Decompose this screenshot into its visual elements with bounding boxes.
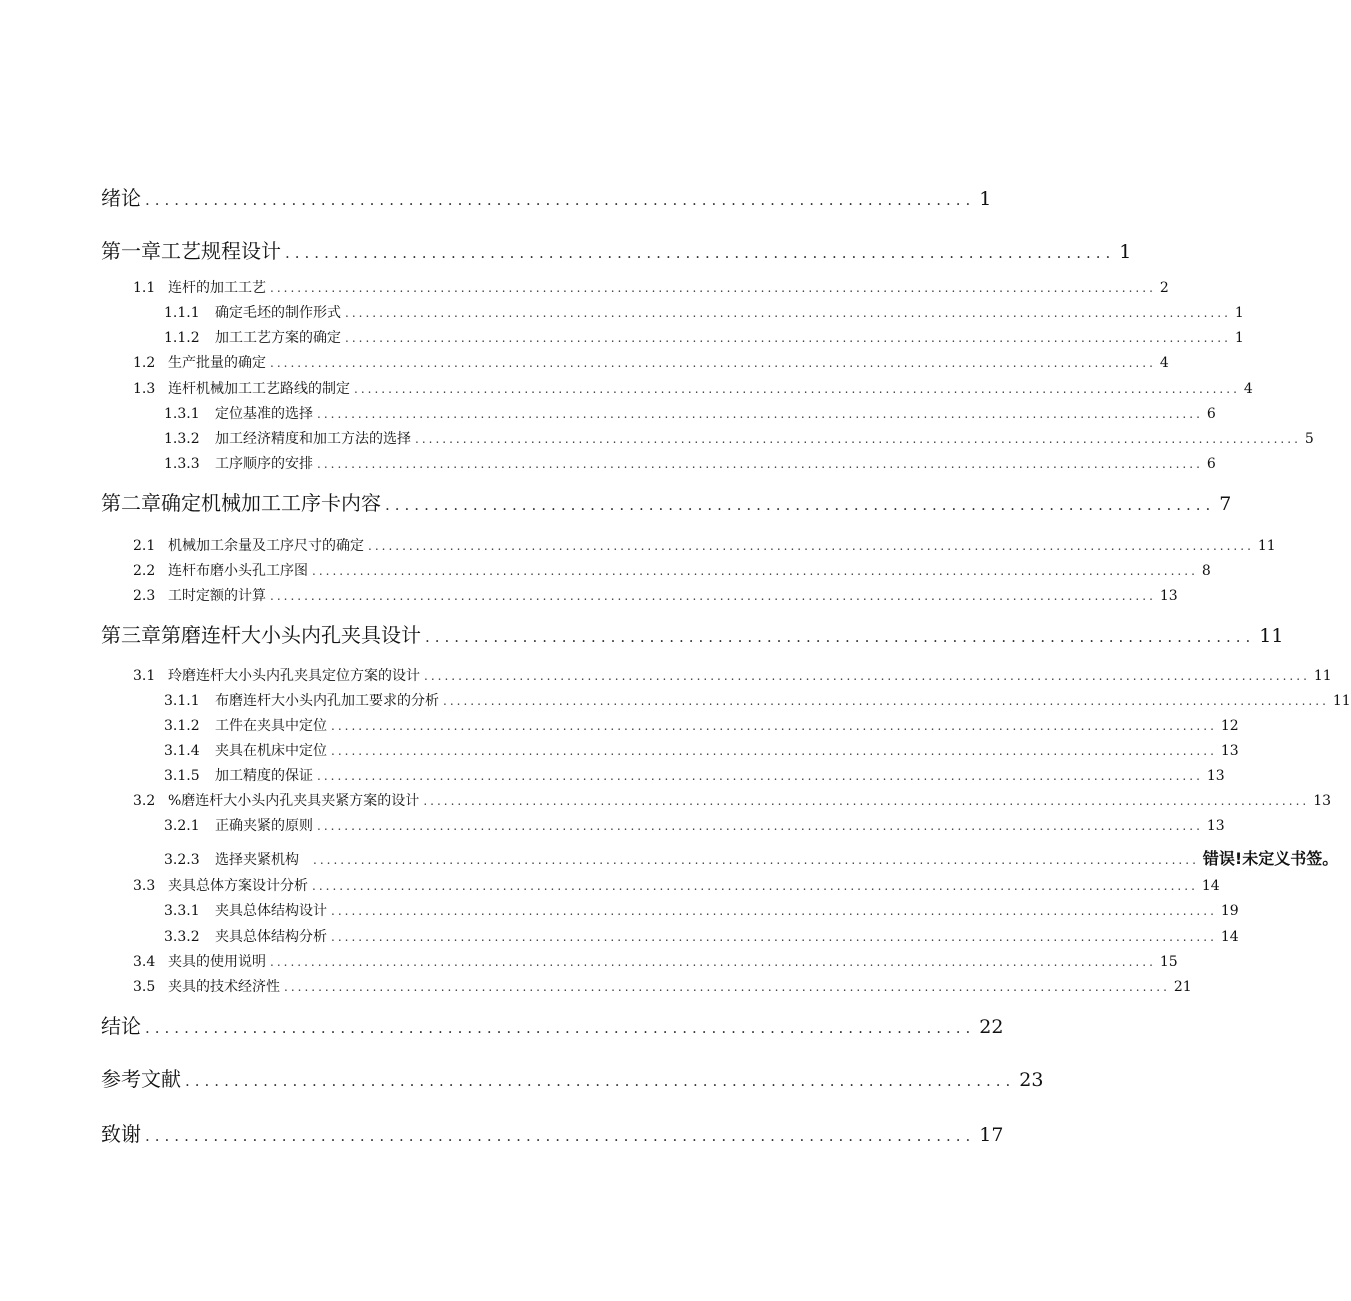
toc-entry-title: 夹具总体方案设计分析 (168, 878, 308, 894)
toc-entry-page: 11 (1332, 693, 1351, 709)
toc-entry-chapter-2[interactable] (0, 487, 1232, 515)
toc-entry-title: 第三章第磨连杆大小头内孔夹具设计 (101, 623, 421, 647)
toc-entry-1-3-3[interactable] (0, 453, 1216, 473)
dot-leader: .................................................................................................................................. (345, 331, 1231, 345)
toc-entry-page: 7 (1219, 493, 1232, 515)
toc-entry-3-2[interactable] (0, 790, 1332, 810)
toc-entry-title: 结论 (101, 1014, 141, 1038)
dot-leader: .................................................................................................................................. (424, 669, 1310, 683)
toc-entry-page: 13 (1313, 793, 1332, 809)
toc-entry-acknowledgements[interactable] (0, 1118, 1004, 1146)
dot-leader: .................................................................................................................................. (312, 879, 1198, 893)
dot-leader: ..................................................................................... (185, 1072, 1016, 1090)
dot-leader: .................................................................................................................................. (423, 794, 1310, 808)
toc-entry-title: 夹具的技术经济性 (168, 979, 280, 995)
toc-entry-number: 1.3 (133, 381, 156, 397)
toc-entry-title: 连杆机械加工工艺路线的制定 (168, 381, 350, 397)
toc-entry-number: 1.1.2 (164, 330, 200, 346)
toc-entry-number: 2.2 (133, 563, 156, 579)
toc-entry-1-1[interactable] (0, 277, 1169, 297)
dot-leader: .................................................................................................................................. (331, 719, 1217, 733)
dot-leader: .................................................................................................................................. (354, 382, 1240, 396)
toc-entry-page: 21 (1173, 979, 1192, 995)
toc-entry-page: 13 (1206, 768, 1225, 784)
toc-entry-page: 5 (1304, 431, 1314, 447)
toc-entry-1-3-2[interactable] (0, 428, 1314, 448)
toc-entry-3-1-5[interactable] (0, 765, 1225, 785)
toc-entry-1-3[interactable] (0, 378, 1253, 398)
toc-entry-3-1-4[interactable] (0, 740, 1239, 760)
dot-leader: .................................................................................................................................. (270, 589, 1156, 603)
toc-entry-title: 第一章工艺规程设计 (101, 239, 281, 263)
toc-entry-3-2-3[interactable] (0, 846, 1339, 868)
toc-entry-page: 15 (1159, 954, 1178, 970)
toc-entry-number: 3.2.1 (164, 818, 200, 834)
dot-leader: .................................................................................................................................. (317, 457, 1203, 471)
toc-entry-page: 6 (1206, 406, 1216, 422)
toc-entry-number: 3.1.2 (164, 718, 200, 734)
toc-entry-title: 选择夹紧机构 (215, 852, 299, 868)
toc-entry-page: 17 (979, 1124, 1004, 1146)
dot-leader: .................................................................................................................................. (312, 564, 1198, 578)
toc-entry-page: 14 (1220, 929, 1239, 945)
toc-entry-number: 1.2 (133, 355, 156, 371)
toc-entry-page: 1 (1234, 305, 1244, 321)
toc-entry-page: 12 (1220, 718, 1239, 734)
toc-entry-page: 6 (1206, 456, 1216, 472)
toc-entry-title: 第二章确定机械加工工序卡内容 (101, 491, 381, 515)
dot-leader: ..................................................................................... (285, 244, 1116, 262)
toc-entry-3-1-2[interactable] (0, 715, 1239, 735)
toc-entry-number: 1.1.1 (164, 305, 200, 321)
toc-entry-page: 4 (1243, 381, 1253, 397)
toc-entry-page-error: 错误!未定义书签。 (1202, 849, 1339, 868)
toc-entry-number: 3.1.4 (164, 743, 200, 759)
toc-entry-number: 3.1 (133, 668, 156, 684)
toc-entry-title: 夹具总体结构设计 (215, 903, 327, 919)
toc-entry-3-3-1[interactable] (0, 900, 1239, 920)
toc-entry-page: 4 (1159, 355, 1169, 371)
dot-leader: .................................................................................................................................. (443, 694, 1329, 708)
dot-leader: .................................................................................................................................. (345, 306, 1231, 320)
dot-leader: .................................................................................................................................. (368, 539, 1254, 553)
toc-entry-number: 3.5 (133, 979, 156, 995)
toc-entry-number: 1.3.3 (164, 456, 200, 472)
toc-entry-3-3-2[interactable] (0, 926, 1239, 946)
dot-leader: .................................................................................................................................. (270, 281, 1156, 295)
toc-entry-number: 2.3 (133, 588, 156, 604)
toc-entry-page: 11 (1313, 668, 1332, 684)
dot-leader: .................................................................................................................................. (270, 356, 1156, 370)
toc-entry-page: 13 (1159, 588, 1178, 604)
toc-entry-title: 正确夹紧的原则 (215, 818, 313, 834)
toc-entry-title: 加工精度的保证 (215, 768, 313, 784)
toc-entry-page: 13 (1206, 818, 1225, 834)
toc-entry-title: 夹具在机床中定位 (215, 743, 327, 759)
toc-entry-title: 夹具的使用说明 (168, 954, 266, 970)
toc-entry-page: 1 (979, 188, 992, 210)
toc-entry-page: 19 (1220, 903, 1239, 919)
dot-leader: .................................................................................................................................. (317, 769, 1203, 783)
toc-entry-title: 致谢 (101, 1122, 141, 1146)
toc-entry-number: 3.2.3 (164, 852, 200, 868)
toc-entry-number: 3.3.1 (164, 903, 200, 919)
toc-entry-references[interactable] (0, 1063, 1044, 1091)
toc-entry-number: 3.3 (133, 878, 156, 894)
toc-entry-title: 连杆布磨小头孔工序图 (168, 563, 308, 579)
toc-entry-page: 22 (979, 1016, 1004, 1038)
toc-entry-page: 8 (1201, 563, 1211, 579)
dot-leader: ..................................................................................... (385, 496, 1216, 514)
toc-entry-page: 23 (1019, 1069, 1044, 1091)
dot-leader: .................................................................................................................................. (331, 930, 1217, 944)
toc-entry-title: 工时定额的计算 (168, 588, 266, 604)
toc-entry-page: 1 (1234, 330, 1244, 346)
toc-entry-3-4[interactable] (0, 951, 1178, 971)
toc-entry-number: 1.1 (133, 280, 156, 296)
toc-entry-3-1[interactable] (0, 665, 1332, 685)
toc-entry-title: 加工经济精度和加工方法的选择 (215, 431, 411, 447)
toc-entry-3-2-1[interactable] (0, 815, 1225, 835)
dot-leader: ..................................................................................... (145, 1127, 976, 1145)
dot-leader: ..................................................................................... (145, 1019, 976, 1037)
toc-entry-title: 生产批量的确定 (168, 355, 266, 371)
toc-entry-number: 1.3.2 (164, 431, 200, 447)
toc-entry-title: 玲磨连杆大小头内孔夹具定位方案的设计 (168, 668, 420, 684)
toc-entry-page: 13 (1220, 743, 1239, 759)
toc-entry-title: 机械加工余量及工序尺寸的确定 (168, 538, 364, 554)
toc-entry-title: 工序顺序的安排 (215, 456, 313, 472)
toc-entry-page: 11 (1257, 538, 1276, 554)
toc-entry-3-3[interactable] (0, 875, 1220, 895)
toc-entry-title: 夹具总体结构分析 (215, 929, 327, 945)
toc-entry-title: 定位基准的选择 (215, 406, 313, 422)
toc-entry-title: %磨连杆大小头内孔夹具夹紧方案的设计 (168, 793, 420, 809)
toc-entry-1-3-1[interactable] (0, 403, 1216, 423)
toc-entry-title: 确定毛坯的制作形式 (215, 305, 341, 321)
toc-entry-1-2[interactable] (0, 352, 1169, 372)
toc-entry-title: 加工工艺方案的确定 (215, 330, 341, 346)
toc-entry-title: 绪论 (101, 186, 141, 210)
toc-entry-chapter-3[interactable] (0, 619, 1284, 647)
toc-entry-3-5[interactable] (0, 976, 1192, 996)
dot-leader: .................................................................................................................................. (415, 432, 1301, 446)
toc-entry-title: 连杆的加工工艺 (168, 280, 266, 296)
toc-entry-number: 3.4 (133, 954, 156, 970)
toc-entry-page: 14 (1201, 878, 1220, 894)
toc-entry-3-1-1[interactable] (0, 690, 1351, 710)
dot-leader: .................................................................................................................................. (331, 904, 1217, 918)
toc-entry-2-2[interactable] (0, 560, 1211, 580)
toc-entry-number: 3.1.1 (164, 693, 200, 709)
toc-entry-number: 3.1.5 (164, 768, 200, 784)
toc-entry-chapter-1[interactable] (0, 235, 1132, 263)
toc-entry-title: 工件在夹具中定位 (215, 718, 327, 734)
toc-entry-conclusion[interactable] (0, 1010, 1004, 1038)
toc-entry-2-1[interactable] (0, 535, 1276, 555)
toc-entry-number: 3.3.2 (164, 929, 200, 945)
toc-entry-2-3[interactable] (0, 585, 1178, 605)
toc-entry-1-1-2[interactable] (0, 327, 1244, 347)
toc-entry-number: 1.3.1 (164, 406, 200, 422)
dot-leader: .................................................................................................................................. (317, 819, 1203, 833)
dot-leader: .................................................................................................................................. (331, 744, 1217, 758)
toc-entry-page: 1 (1119, 241, 1132, 263)
toc-entry-number: 2.1 (133, 538, 156, 554)
toc-entry-title: 参考文献 (101, 1067, 181, 1091)
dot-leader: .................................................................................................................................. (317, 407, 1203, 421)
dot-leader: .................................................................................................................................. (284, 980, 1170, 994)
dot-leader: .................................................................................................................................. (313, 853, 1199, 867)
toc-entry-page: 11 (1259, 625, 1284, 647)
toc-entry-1-1-1[interactable] (0, 302, 1244, 322)
dot-leader: ..................................................................................... (145, 191, 976, 209)
toc-entry-number: 3.2 (133, 793, 156, 809)
toc-entry-page: 2 (1159, 280, 1169, 296)
dot-leader: ..................................................................................... (425, 628, 1256, 646)
toc-entry-title: 布磨连杆大小头内孔加工要求的分析 (215, 693, 439, 709)
toc-entry-introduction[interactable] (0, 182, 992, 210)
dot-leader: .................................................................................................................................. (270, 955, 1156, 969)
